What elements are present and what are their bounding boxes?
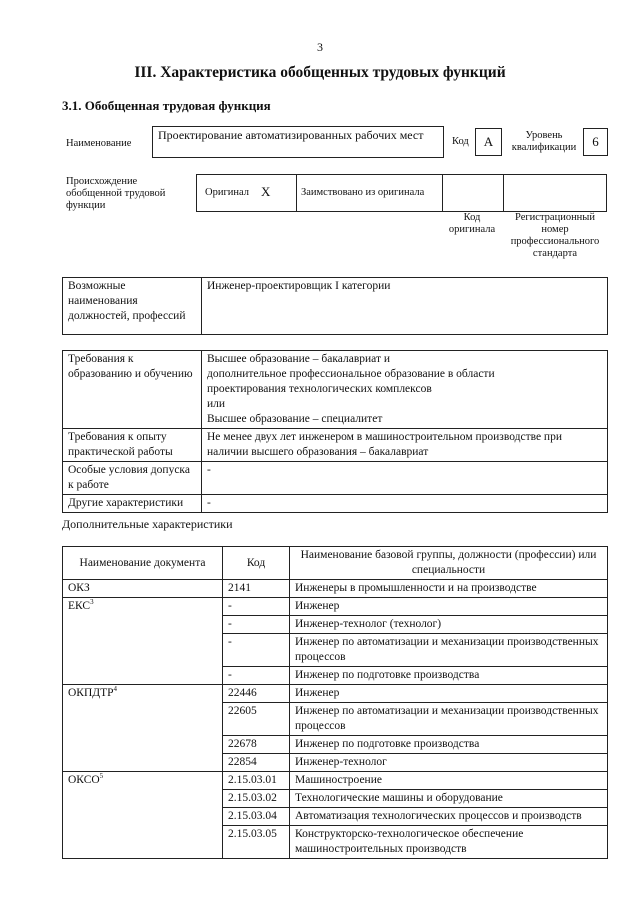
header-doc: Наименование документа bbox=[63, 547, 223, 580]
doc-name: ЕКС bbox=[68, 600, 91, 612]
code-cell: 2.15.03.01 bbox=[223, 772, 290, 790]
doc-name-cell bbox=[63, 685, 223, 772]
function-code-value: A bbox=[475, 128, 502, 156]
requirements-row-education bbox=[63, 351, 608, 429]
code-cell: 2.15.03.04 bbox=[223, 808, 290, 826]
code-cell: - bbox=[223, 634, 290, 667]
subsection-title: 3.1. Обобщенная трудовая функция bbox=[62, 98, 271, 113]
section-title: III. Характеристика обобщенных трудовых функций bbox=[134, 64, 506, 81]
doc-name: ОКПДТР bbox=[68, 687, 114, 699]
doc-name-cell bbox=[63, 598, 223, 685]
name-cell: Инженер-технолог (технолог) bbox=[290, 616, 608, 634]
code-cell: 2.15.03.02 bbox=[223, 790, 290, 808]
requirement-value: - bbox=[202, 462, 608, 495]
code-cell: 22605 bbox=[223, 703, 290, 736]
positions-label: Возможные наименования должностей, профессий bbox=[63, 278, 202, 335]
requirement-label: Требования к образованию и обучению bbox=[63, 351, 202, 429]
doc-footnote-mark: 3 bbox=[90, 598, 94, 607]
function-name-label: Наименование bbox=[66, 138, 132, 149]
name-cell: Инженер bbox=[290, 685, 608, 703]
code-cell: - bbox=[223, 598, 290, 616]
requirement-value: Высшее образование – бакалавриат и дополнительное профессиональное образование в области проектирования технологических комплексов или Высшее образование – специалитет bbox=[202, 351, 608, 429]
origin-box bbox=[196, 174, 607, 212]
additional-title: Дополнительные характеристики bbox=[62, 517, 233, 531]
origin-original-mark: X bbox=[261, 184, 271, 199]
code-cell: 22854 bbox=[223, 754, 290, 772]
requirement-label: Другие характеристики bbox=[63, 495, 202, 513]
requirement-value: Не менее двух лет инженером в машиностроительном производстве при наличии высшего образования – бакалавриат bbox=[202, 429, 608, 462]
origin-code-caption: Код оригинала bbox=[448, 212, 496, 235]
qualification-level-label: Уровень квалификации bbox=[511, 130, 577, 153]
requirements-row-other bbox=[63, 495, 608, 513]
doc-name: ОКСО bbox=[68, 774, 100, 786]
doc-name-cell bbox=[63, 772, 223, 859]
name-cell: Автоматизация технологических процессов и производств bbox=[290, 808, 608, 826]
name-cell: Технологические машины и оборудование bbox=[290, 790, 608, 808]
function-name-value: Проектирование автоматизированных рабочих мест bbox=[152, 126, 444, 158]
name-cell: Инженер по подготовке производства bbox=[290, 667, 608, 685]
positions-value: Инженер-проектировщик I категории bbox=[202, 278, 608, 335]
code-cell: - bbox=[223, 667, 290, 685]
header-name: Наименование базовой группы, должности (профессии) или специальности bbox=[290, 547, 608, 580]
table-row bbox=[63, 580, 608, 598]
code-cell: 22678 bbox=[223, 736, 290, 754]
function-code-label: Код bbox=[452, 136, 469, 147]
requirement-label: Особые условия допуска к работе bbox=[63, 462, 202, 495]
name-cell: Инженеры в промышленности и на производстве bbox=[290, 580, 608, 598]
doc-name: ОКЗ bbox=[68, 582, 90, 594]
code-cell: 2141 bbox=[223, 580, 290, 598]
name-cell: Конструкторско-технологическое обеспечение машиностроительных производств bbox=[290, 826, 608, 859]
table-row bbox=[63, 685, 608, 703]
doc-footnote-mark: 4 bbox=[113, 685, 118, 694]
name-cell: Инженер bbox=[290, 598, 608, 616]
origin-original-label: Оригинал bbox=[205, 187, 249, 198]
doc-footnote-mark: 5 bbox=[99, 772, 104, 781]
requirement-label: Требования к опыту практической работы bbox=[63, 429, 202, 462]
header-code: Код bbox=[223, 547, 290, 580]
qualification-level-value: 6 bbox=[583, 128, 608, 156]
code-cell: 2.15.03.05 bbox=[223, 826, 290, 859]
code-cell: 22446 bbox=[223, 685, 290, 703]
origin-borrowed-label: Заимствовано из оригинала bbox=[301, 187, 425, 198]
positions-table bbox=[62, 277, 608, 335]
name-cell: Инженер по подготовке производства bbox=[290, 736, 608, 754]
doc-name-cell bbox=[63, 580, 223, 598]
code-cell: - bbox=[223, 616, 290, 634]
table-row bbox=[63, 598, 608, 616]
origin-label: Происхождение обобщенной трудовой функции bbox=[66, 176, 166, 211]
name-cell: Инженер по автоматизации и механизации производственных процессов bbox=[290, 634, 608, 667]
table-row bbox=[63, 772, 608, 790]
page-number: 3 bbox=[317, 40, 323, 54]
name-cell: Машиностроение bbox=[290, 772, 608, 790]
additional-table bbox=[62, 546, 608, 859]
requirements-row-special-conditions bbox=[63, 462, 608, 495]
origin-reg-caption: Регистрационный номер профессионального стандарта bbox=[510, 212, 600, 259]
requirements-table bbox=[62, 350, 608, 513]
name-cell: Инженер-технолог bbox=[290, 754, 608, 772]
requirement-value: - bbox=[202, 495, 608, 513]
name-cell: Инженер по автоматизации и механизации производственных процессов bbox=[290, 703, 608, 736]
requirements-row-experience bbox=[63, 429, 608, 462]
